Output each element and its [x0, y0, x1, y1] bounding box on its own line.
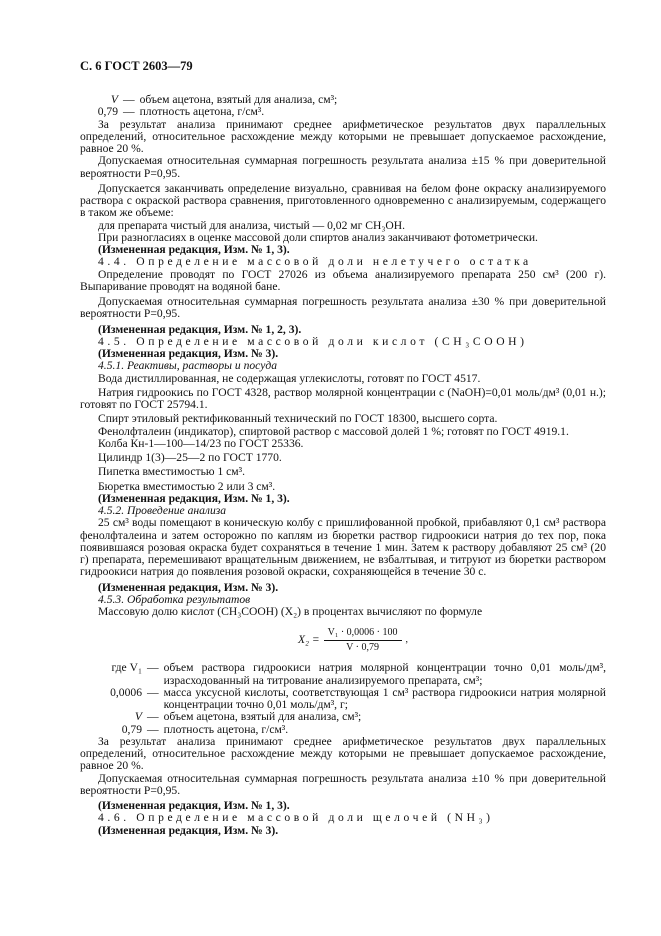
edit-note: (Измененная редакция, Изм. № 1, 3).	[98, 799, 290, 812]
dash: —	[147, 710, 159, 724]
paragraph: Натрия гидроокись по ГОСТ 4328, раствор молярной концентрации c (NaOH)=0,01 моль/дм³ (0,01 н.); готовят по ГОСТ 25794.1.	[80, 385, 606, 411]
paragraph: Пипетка вместимостью 1 см³.	[98, 465, 245, 479]
dash: —	[123, 105, 135, 119]
definition-item	[80, 724, 606, 736]
paragraph: Фенолфталеин (индикатор), спиртовой раствор с массовой долей 1 %; готовят по ГОСТ 4919.1.	[98, 424, 569, 438]
definition-item	[80, 687, 606, 712]
definition-item	[80, 662, 606, 687]
formula	[100, 618, 606, 662]
paragraph: При разногласиях в оценке массовой доли спиртов анализ заканчивают фотометрически.	[98, 230, 538, 244]
definition-term: 0,79	[121, 722, 142, 736]
paragraph: Допускается заканчивать определение визуально, сравнивая на белом фоне окраску анализируемого раствора с окраской раствора сравнения, приготовленного одновременно с анализируемым, содержащего в таком же объеме:	[80, 181, 606, 220]
definition-term: 0,79	[97, 105, 118, 119]
definition-term: где V₁	[111, 661, 142, 675]
paragraph: За результат анализа принимают среднее арифметическое результатов двух параллельных определений, относительное расхождение между которыми не превышает допускаемое расхождение, равное 20 %.	[80, 734, 606, 773]
formula-denominator: V · 0,79	[346, 641, 380, 653]
definition-item	[80, 711, 606, 723]
formula-lhs: X₂ =	[297, 634, 320, 647]
section-heading-4-6: 4.6. Определение массовой доли щелочей (NH₃)	[98, 811, 494, 825]
paragraph: для препарата чистый для анализа, чистый — 0,02 мг CH₃OH.	[98, 218, 406, 232]
subsection-heading-4-5-1: 4.5.1. Реактивы, растворы и посуда	[98, 359, 278, 373]
paragraph: Цилиндр 1(3)—25—2 по ГОСТ 1770.	[98, 451, 282, 464]
formula-tail: ,	[405, 634, 409, 646]
formula-numerator: V₁ · 0,0006 · 100	[324, 627, 402, 641]
paragraph: Вода дистиллированная, не содержащая углекислоты, готовят по ГОСТ 4517.	[98, 371, 481, 385]
definition-item	[80, 106, 606, 118]
definition-text: масса уксусной кислоты, соответствующая 1 см³ раствора гидроокиси натрия молярной концентрации точно 0,01 моль/дм³, г;	[163, 685, 606, 711]
paragraph: Массовую долю кислот (CH₃COOH) (X₂) в процентах вычисляют по формуле	[98, 605, 483, 618]
dash: —	[147, 661, 159, 675]
edit-note: (Измененная редакция, Изм. № 1, 2, 3).	[98, 322, 302, 336]
dash: —	[147, 685, 159, 699]
paragraph: Определение проводят по ГОСТ 27026 из объема анализируемого препарата 250 см³ (200 г). Выпаривание проводят на водяной бане.	[80, 267, 606, 293]
definition-term: 0,0006	[110, 685, 142, 699]
definition-text: плотность ацетона, г/см³.	[139, 105, 265, 119]
edit-note: (Измененная редакция, Изм. № 1, 3).	[98, 491, 290, 505]
definition-text: объем ацетона, взятый для анализа, см³;	[139, 93, 338, 106]
paragraph: За результат анализа принимают среднее арифметическое результатов двух параллельных определений, относительное расхождение между которыми не превышает допускаемое расхождение, равное 20 %.	[80, 117, 606, 155]
definition-text: плотность ацетона, г/см³.	[163, 722, 289, 736]
edit-note: (Измененная редакция, Изм. № 1, 3).	[98, 243, 290, 256]
subsection-heading-4-5-3: 4.5.3. Обработка результатов	[98, 592, 251, 606]
paragraph: Допускаемая относительная суммарная погрешность результата анализа ±15 % при доверительной вероятности P=0,95.	[80, 154, 606, 180]
section-heading-4-5: 4.5. Определение массовой доли кислот (CH₃COOH)	[98, 334, 528, 348]
paragraph: Допускаемая относительная суммарная погрешность результата анализа ±30 % при доверительной вероятности P=0,95.	[80, 295, 606, 321]
edit-note: (Измененная редакция, Изм. № 3).	[98, 347, 279, 360]
dash: —	[123, 93, 135, 106]
section-heading-4-4: 4.4. Определение массовой доли нелетучего остатка	[98, 255, 532, 269]
definition-text: объем ацетона, взятый для анализа, см³;	[163, 710, 362, 724]
paragraph: Допускаемая относительная суммарная погрешность результата анализа ±10 % при доверительной вероятности P=0,95.	[80, 771, 606, 797]
definition-term: V	[134, 710, 142, 724]
paragraph: 25 см³ воды помещают в коническую колбу с пришлифованной пробкой, прибавляют 0,1 см³ раствора фенолфталеина и затем осторожно по каплям из бюретки раствор гидроокиси натрия до тех пор, пока появившаяся розовая окраска будет сохраняться в течение 1 мин. Затем к раствору добавляют 25 см³ (20 г) препарата, перемешивают вращательным движением, не взбалтывая, и титруют из бюретки раствором гидроокиси натрия до появления розовой окраски, сохраняющейся в течение 30 с.	[80, 516, 606, 579]
formula-fraction	[324, 627, 402, 655]
paragraph: Спирт этиловый ректификованный технический по ГОСТ 18300, высшего сорта.	[98, 412, 498, 426]
paragraph: Бюретка вместимостью 2 или 3 см³.	[98, 479, 276, 493]
dash: —	[147, 722, 159, 736]
paragraph: Колба Кн-1—100—14/23 по ГОСТ 25336.	[98, 436, 304, 450]
definition-text: объем раствора гидроокиси натрия молярной концентрации точно 0,01 моль/дм³, израсходованный на титрование анализируемого препарата, см³;	[163, 661, 606, 687]
edit-note: (Измененная редакция, Изм. № 3).	[98, 823, 279, 837]
edit-note: (Измененная редакция, Изм. № 3).	[98, 580, 279, 594]
document-body	[80, 94, 606, 837]
definition-term: V	[110, 93, 118, 106]
page-header: С. 6 ГОСТ 2603—79	[80, 59, 193, 73]
subsection-heading-4-5-2: 4.5.2. Проведение анализа	[98, 504, 227, 517]
